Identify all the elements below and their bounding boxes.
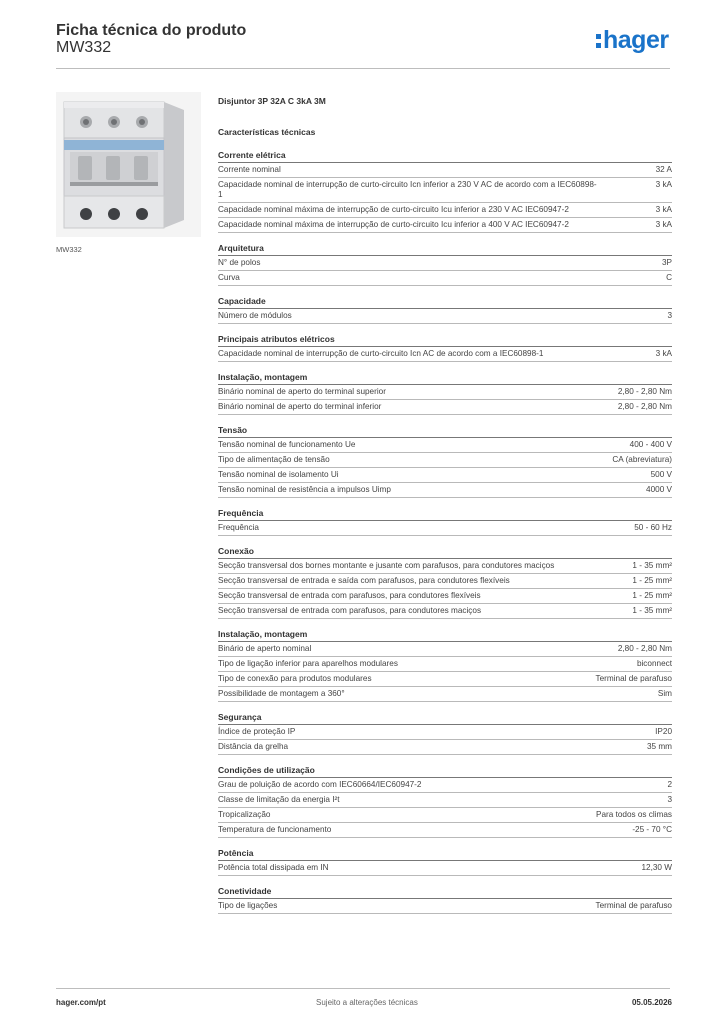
spec-row xyxy=(218,899,672,914)
section-title: Tensão xyxy=(218,425,672,438)
spec-section xyxy=(218,334,672,362)
spec-row xyxy=(218,400,672,415)
spec-value: Terminal de parafuso xyxy=(595,674,672,683)
section-title: Instalação, montagem xyxy=(218,372,672,385)
spec-label: Binário nominal de aperto do terminal inferior xyxy=(218,402,382,411)
spec-section xyxy=(218,372,672,415)
spec-value: 50 - 60 Hz xyxy=(634,523,672,532)
page-title: Ficha técnica do produto xyxy=(56,22,247,39)
spec-value: 400 - 400 V xyxy=(629,440,672,449)
footer-divider xyxy=(56,988,670,989)
spec-label: Tipo de conexão para produtos modulares xyxy=(218,674,372,683)
spec-label: Tensão nominal de resistência a impulsos Uimp xyxy=(218,485,391,494)
section-title: Principais atributos elétricos xyxy=(218,334,672,347)
spec-value: 500 V xyxy=(650,470,672,479)
spec-label: Secção transversal de entrada com parafusos, para condutores flexíveis xyxy=(218,591,481,600)
spec-value: 3 xyxy=(667,795,672,804)
spec-label: Curva xyxy=(218,273,240,282)
spec-section xyxy=(218,765,672,838)
spec-value: 3P xyxy=(661,258,672,267)
spec-label: Tropicalização xyxy=(218,810,271,819)
spec-row xyxy=(218,604,672,619)
spec-value: 1 - 35 mm² xyxy=(632,561,672,570)
spec-label: Secção transversal de entrada e saída com parafusos, para condutores flexíveis xyxy=(218,576,510,585)
spec-value: 3 xyxy=(667,311,672,320)
section-title: Segurança xyxy=(218,712,672,725)
spec-row xyxy=(218,559,672,574)
spec-value: C xyxy=(666,273,672,282)
spec-label: Frequência xyxy=(218,523,259,532)
section-title: Corrente elétrica xyxy=(218,150,672,163)
spec-label: Binário nominal de aperto do terminal superior xyxy=(218,387,386,396)
spec-value: 2,80 - 2,80 Nm xyxy=(617,402,672,411)
spec-label: Potência total dissipada em IN xyxy=(218,863,329,872)
logo-text: hager xyxy=(603,26,669,54)
spec-row xyxy=(218,521,672,536)
spec-row xyxy=(218,672,672,687)
section-title: Capacidade xyxy=(218,296,672,309)
spec-label: Capacidade nominal máxima de interrupção de curto-circuito Icu inferior a 230 V AC IEC60947-2 xyxy=(218,205,569,214)
spec-row xyxy=(218,468,672,483)
header-divider xyxy=(56,68,670,69)
section-title: Condições de utilização xyxy=(218,765,672,778)
spec-section xyxy=(218,629,672,702)
image-caption: MW332 xyxy=(56,245,82,254)
spec-label: Tipo de ligações xyxy=(218,901,278,910)
spec-row xyxy=(218,483,672,498)
spec-row xyxy=(218,861,672,876)
spec-row xyxy=(218,687,672,702)
spec-label: Tensão nominal de funcionamento Ue xyxy=(218,440,356,449)
spec-value: 32 A xyxy=(655,165,672,174)
spec-label: Secção transversal de entrada com parafusos, para condutores maciços xyxy=(218,606,482,615)
spec-value: -25 - 70 °C xyxy=(632,825,672,834)
spec-value: Para todos os climas xyxy=(596,810,672,819)
spec-value: 2,80 - 2,80 Nm xyxy=(617,387,672,396)
spec-heading: Características técnicas xyxy=(218,127,316,137)
spec-row xyxy=(218,385,672,400)
spec-row xyxy=(218,453,672,468)
spec-row xyxy=(218,256,672,271)
spec-row xyxy=(218,163,672,178)
spec-value: Sim xyxy=(657,689,672,698)
spec-label: Temperatura de funcionamento xyxy=(218,825,332,834)
spec-row xyxy=(218,178,672,203)
circuit-breaker-image xyxy=(56,92,201,237)
spec-value: Terminal de parafuso xyxy=(595,901,672,910)
spec-row xyxy=(218,823,672,838)
spec-row xyxy=(218,271,672,286)
spec-value: biconnect xyxy=(636,659,672,668)
spec-section xyxy=(218,243,672,286)
product-code: MW332 xyxy=(56,39,112,56)
spec-label: Possibilidade de montagem a 360° xyxy=(218,689,345,698)
spec-label: Corrente nominal xyxy=(218,165,281,174)
product-name: Disjuntor 3P 32A C 3kA 3M xyxy=(218,96,326,106)
spec-sheet xyxy=(218,96,672,914)
spec-row xyxy=(218,438,672,453)
section-title: Conetividade xyxy=(218,886,672,899)
footer-notice: Sujeito a alterações técnicas xyxy=(316,998,418,1007)
spec-label: Tipo de alimentação de tensão xyxy=(218,455,330,464)
spec-section xyxy=(218,848,672,876)
section-title: Arquitetura xyxy=(218,243,672,256)
section-title: Instalação, montagem xyxy=(218,629,672,642)
spec-row xyxy=(218,808,672,823)
spec-row xyxy=(218,218,672,233)
spec-row xyxy=(218,642,672,657)
spec-section xyxy=(218,546,672,619)
spec-section xyxy=(218,712,672,755)
spec-value: 3 kA xyxy=(655,180,672,189)
spec-label: N° de polos xyxy=(218,258,261,267)
spec-row xyxy=(218,740,672,755)
spec-row xyxy=(218,778,672,793)
spec-row xyxy=(218,203,672,218)
spec-sections xyxy=(218,150,672,914)
spec-value: 35 mm xyxy=(646,742,672,751)
spec-label: Capacidade nominal de interrupção de curto-circuito Icn inferior a 230 V AC de acordo com a IEC60898-1 xyxy=(218,180,597,199)
spec-value: 2,80 - 2,80 Nm xyxy=(617,644,672,653)
spec-section xyxy=(218,425,672,498)
logo-colon-icon xyxy=(596,34,601,49)
spec-value: 12,30 W xyxy=(641,863,672,872)
spec-value: IP20 xyxy=(655,727,672,736)
spec-row xyxy=(218,589,672,604)
section-title: Conexão xyxy=(218,546,672,559)
spec-row xyxy=(218,347,672,362)
spec-value: 1 - 25 mm² xyxy=(632,576,672,585)
section-title: Potência xyxy=(218,848,672,861)
spec-section xyxy=(218,150,672,233)
spec-label: Número de módulos xyxy=(218,311,292,320)
spec-section xyxy=(218,296,672,324)
spec-label: Capacidade nominal de interrupção de curto-circuito Icn AC de acordo com a IEC60898-1 xyxy=(218,349,544,358)
spec-label: Grau de poluição de acordo com IEC60664/IEC60947-2 xyxy=(218,780,422,789)
spec-label: Distância da grelha xyxy=(218,742,289,751)
spec-value: 4000 V xyxy=(646,485,672,494)
spec-value: CA (abreviatura) xyxy=(612,455,672,464)
spec-row xyxy=(218,793,672,808)
spec-label: Tipo de ligação inferior para aparelhos modulares xyxy=(218,659,398,668)
spec-label: Binário de aperto nominal xyxy=(218,644,312,653)
spec-label: Secção transversal dos bornes montante e jusante com parafusos, para condutores maciços xyxy=(218,561,555,570)
spec-row xyxy=(218,657,672,672)
spec-label: Capacidade nominal máxima de interrupção de curto-circuito Icu inferior a 400 V AC IEC60947-2 xyxy=(218,220,569,229)
spec-value: 1 - 35 mm² xyxy=(632,606,672,615)
spec-label: Tensão nominal de isolamento Ui xyxy=(218,470,339,479)
section-title: Frequência xyxy=(218,508,672,521)
spec-section xyxy=(218,508,672,536)
spec-row xyxy=(218,309,672,324)
spec-row xyxy=(218,725,672,740)
spec-row xyxy=(218,574,672,589)
spec-value: 3 kA xyxy=(655,205,672,214)
spec-value: 3 kA xyxy=(655,349,672,358)
footer-date: 05.05.2026 xyxy=(631,998,672,1007)
footer-website: hager.com/pt xyxy=(56,998,106,1007)
spec-label: Índice de proteção IP xyxy=(218,727,296,736)
spec-value: 1 - 25 mm² xyxy=(632,591,672,600)
spec-label: Classe de limitação da energia I²t xyxy=(218,795,340,804)
spec-value: 3 kA xyxy=(655,220,672,229)
spec-section xyxy=(218,886,672,914)
hager-logo xyxy=(596,28,669,53)
spec-value: 2 xyxy=(667,780,672,789)
